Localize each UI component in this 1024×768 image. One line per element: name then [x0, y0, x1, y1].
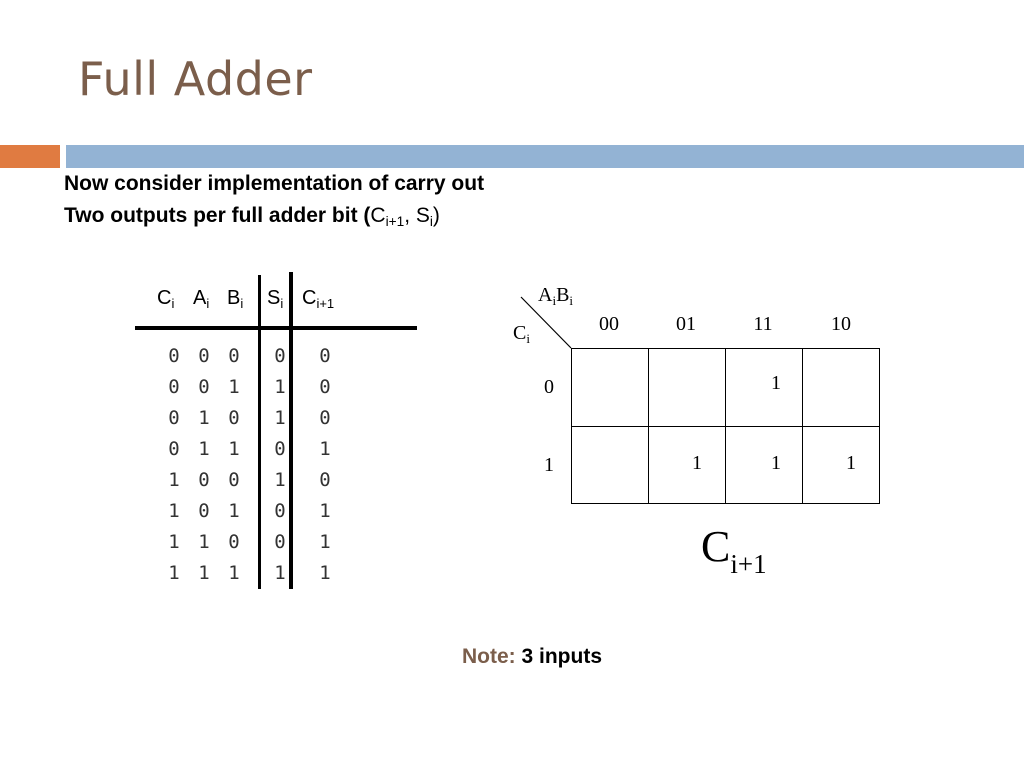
carry-subscript: i+1: [385, 214, 405, 229]
tt-header-si: $S_i$: [267, 287, 284, 311]
tt-header-ci: $C_i$: [157, 287, 175, 311]
kmap-row-label-0: 0: [544, 376, 554, 398]
kmap-cell-value-r1-c1: 1: [692, 452, 702, 474]
tt-cell-r7-c1: 1: [198, 562, 210, 584]
kmap-column-variables: $A_iB_i$: [538, 284, 574, 308]
tt-cell-r1-c1: 0: [198, 376, 210, 398]
slide-title: Full Adder: [78, 52, 313, 106]
tt-cell-r2-c1: 1: [198, 407, 210, 429]
tt-cell-r1-c0: 0: [168, 376, 180, 398]
tt-cell-r4-c1: 0: [198, 469, 210, 491]
tt-cell-r5-c4: 1: [319, 500, 331, 522]
kmap-cell-value-r1-c3: 1: [846, 452, 856, 474]
kmap-cell-r0-c3: [802, 348, 880, 427]
note: [462, 645, 602, 669]
tt-cell-r5-c3: 0: [274, 500, 286, 522]
tt-cell-r1-c3: 1: [274, 376, 286, 398]
tt-cell-r3-c0: 0: [168, 438, 180, 460]
tt-header-ai: $A_i$: [193, 287, 210, 311]
body-line-1: Now consider implementation of carry out: [64, 172, 485, 195]
tt-cell-r2-c3: 1: [274, 407, 286, 429]
tt-cell-r3-c4: 1: [319, 438, 331, 460]
note-text: 3 inputs: [515, 645, 603, 668]
kmap-cell-r1-c0: [571, 426, 649, 505]
kmap-col-label-1: 01: [676, 313, 696, 335]
tt-header-bi: $B_i$: [227, 287, 244, 311]
kmap-row-label-1: 1: [544, 454, 554, 476]
tt-cell-r0-c1: 0: [198, 345, 210, 367]
tt-header-ci1: $C_{i+1}$: [302, 287, 335, 311]
kmap-cell-value-r0-c2: 1: [771, 372, 781, 394]
kmap-cell-r0-c0: [571, 348, 649, 427]
kmap-row-variable: $C_i$: [513, 322, 530, 346]
kmap-cell-value-r1-c2: 1: [771, 452, 781, 474]
tt-cell-r2-c0: 0: [168, 407, 180, 429]
tt-cell-r4-c3: 1: [274, 469, 286, 491]
tt-cell-r5-c0: 1: [168, 500, 180, 522]
kmap-cell-r0-c1: [648, 348, 726, 427]
kmap-col-label-2: 11: [753, 313, 773, 335]
note-label: Note:: [462, 645, 516, 668]
tt-cell-r4-c0: 1: [168, 469, 180, 491]
kmap-grid: [571, 348, 879, 503]
tt-cell-r6-c2: 0: [228, 531, 240, 553]
body-line-2-prefix: Two outputs per full adder bit (: [64, 204, 371, 227]
tt-cell-r0-c0: 0: [168, 345, 180, 367]
tt-cell-r1-c2: 1: [228, 376, 240, 398]
tt-cell-r0-c3: 0: [274, 345, 286, 367]
sum-subscript: i: [429, 214, 433, 229]
tt-cell-r3-c1: 1: [198, 438, 210, 460]
tt-cell-r4-c2: 0: [228, 469, 240, 491]
tt-cell-r6-c3: 0: [274, 531, 286, 553]
body-line-2-suffix: ): [432, 204, 440, 227]
tt-cell-r5-c2: 1: [228, 500, 240, 522]
tt-cell-r2-c2: 0: [228, 407, 240, 429]
carry-symbol: C: [370, 204, 386, 227]
kmap-col-label-0: 00: [599, 313, 619, 335]
tt-cell-r0-c2: 0: [228, 345, 240, 367]
tt-cell-r3-c2: 1: [228, 438, 240, 460]
tt-cell-r7-c3: 1: [274, 562, 286, 584]
tt-cell-r3-c3: 0: [274, 438, 286, 460]
body-line-2-separator: ,: [404, 204, 416, 227]
tt-cell-r6-c4: 1: [319, 531, 331, 553]
tt-cell-r7-c2: 1: [228, 562, 240, 584]
tt-cell-r7-c0: 1: [168, 562, 180, 584]
tt-cell-r4-c4: 0: [319, 469, 331, 491]
sum-symbol: S: [415, 204, 430, 227]
tt-cell-r2-c4: 0: [319, 407, 331, 429]
tt-cell-r0-c4: 0: [319, 345, 331, 367]
tt-cell-r1-c4: 0: [319, 376, 331, 398]
kmap-title: $C_{i+1}$: [701, 522, 767, 579]
kmap-col-label-3: 10: [831, 313, 851, 335]
tt-cell-r5-c1: 0: [198, 500, 210, 522]
tt-cell-r7-c4: 1: [319, 562, 331, 584]
tt-cell-r6-c0: 1: [168, 531, 180, 553]
tt-cell-r6-c1: 1: [198, 531, 210, 553]
